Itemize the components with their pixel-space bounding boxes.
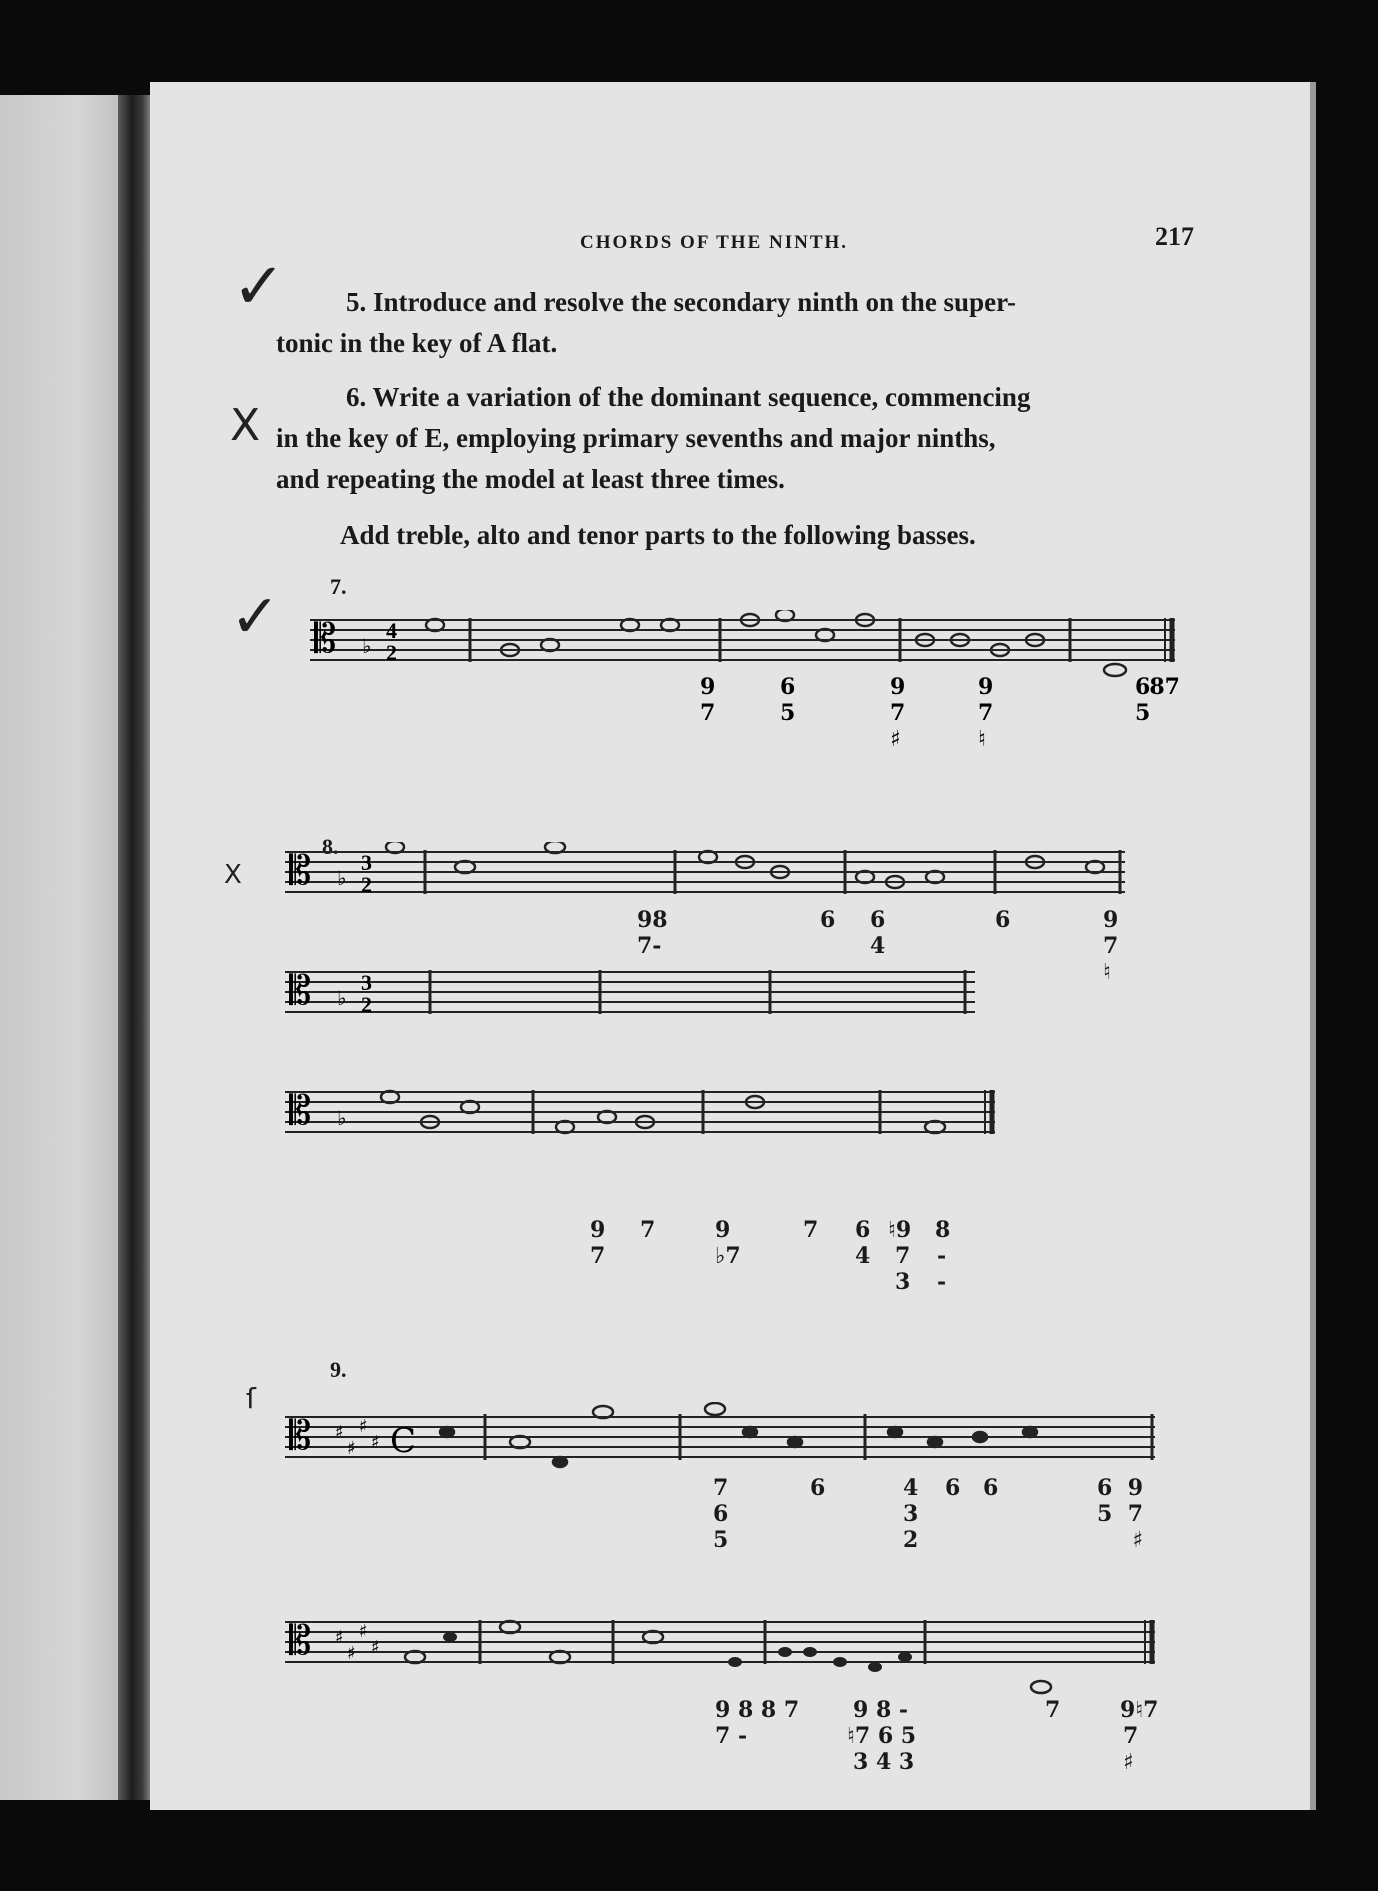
exercise-5-text: 5. Introduce and resolve the secondary ninth on the super- tonic in the key of A flat. <box>276 287 1017 358</box>
svg-text:4: 4 <box>903 1475 919 1501</box>
time-sig-common: C <box>390 1421 417 1461</box>
svg-text:♭: ♭ <box>337 866 347 890</box>
svg-text:6: 6 <box>945 1475 961 1501</box>
svg-text:7: 7 <box>713 1475 729 1501</box>
svg-text:7: 7 <box>700 700 716 726</box>
svg-text:♯: ♯ <box>359 1621 368 1642</box>
svg-text:6: 6 <box>713 1501 729 1527</box>
svg-text:9♮7: 9♮7 <box>1120 1697 1159 1723</box>
basses-instruction: Add treble, alto and tenor parts to the following basses. <box>340 520 976 550</box>
svg-text:87: 87 <box>1149 674 1180 700</box>
svg-text:4: 4 <box>855 1243 871 1269</box>
svg-text:6: 6 <box>780 674 796 700</box>
exercise-8-line-2 <box>285 1152 1005 1322</box>
svg-text:♭: ♭ <box>337 1106 347 1130</box>
svg-text:6: 6 <box>855 1217 871 1243</box>
svg-text:6: 6 <box>870 907 886 933</box>
svg-text:𝄡: 𝄡 <box>289 848 312 894</box>
exercise-9-label: 9. <box>330 1357 347 1382</box>
svg-text:3: 3 <box>903 1501 919 1527</box>
svg-text:9: 9 <box>978 674 994 700</box>
svg-text:♭7: ♭7 <box>715 1243 741 1269</box>
exercise-9-line-2 <box>285 1612 1165 1792</box>
svg-text:♯: ♯ <box>371 1432 380 1453</box>
svg-text:9: 9 <box>715 1217 731 1243</box>
cross-mark-icon: X <box>224 860 242 890</box>
svg-text:♮: ♮ <box>1103 959 1111 985</box>
svg-text:7 -: 7 - <box>715 1723 748 1749</box>
svg-text:7: 7 <box>978 700 994 726</box>
svg-text:♯: ♯ <box>1132 1527 1143 1553</box>
svg-text:6: 6 <box>1135 674 1151 700</box>
time-sig-top: 3 <box>361 970 372 995</box>
svg-text:𝄡: 𝄡 <box>314 616 337 662</box>
svg-text:98: 98 <box>637 907 668 933</box>
svg-text:♯: ♯ <box>359 1416 368 1437</box>
svg-text:9: 9 <box>590 1217 606 1243</box>
exercise-8-line-2-staff <box>285 1082 1005 1152</box>
svg-text:9 8 8 7: 9 8 8 7 <box>715 1697 800 1723</box>
svg-text:7: 7 <box>890 700 906 726</box>
svg-text:6: 6 <box>810 1475 826 1501</box>
svg-text:7: 7 <box>590 1243 606 1269</box>
svg-text:♯: ♯ <box>347 1643 356 1664</box>
running-head: CHORDS OF THE NINTH. <box>580 232 849 253</box>
svg-text:5: 5 <box>713 1527 729 1553</box>
svg-text:𝄡: 𝄡 <box>289 968 312 1014</box>
svg-text:9: 9 <box>1103 907 1119 933</box>
svg-text:𝄡: 𝄡 <box>289 1413 312 1459</box>
svg-text:7: 7 <box>640 1217 656 1243</box>
svg-text:𝄡: 𝄡 <box>289 1088 312 1134</box>
cross-mark-icon: X <box>230 400 261 451</box>
time-sig-bottom: 2 <box>361 992 372 1017</box>
svg-text:3: 3 <box>895 1269 911 1295</box>
svg-text:3 4 3: 3 4 3 <box>853 1749 915 1775</box>
svg-text:♯: ♯ <box>335 1422 344 1443</box>
svg-text:-: - <box>937 1243 947 1269</box>
svg-text:5: 5 <box>1135 700 1151 726</box>
time-sig-top: 4 <box>386 618 397 643</box>
svg-text:7: 7 <box>895 1243 911 1269</box>
svg-text:♮: ♮ <box>978 726 986 752</box>
svg-text:7: 7 <box>1127 1501 1143 1527</box>
facing-page-edge <box>0 95 128 1800</box>
svg-text:♮7 6 5: ♮7 6 5 <box>847 1723 917 1749</box>
svg-text:♯: ♯ <box>335 1627 344 1648</box>
svg-text:𝄡: 𝄡 <box>289 1618 312 1664</box>
svg-text:7-: 7- <box>637 933 662 959</box>
svg-text:9: 9 <box>700 674 716 700</box>
exercise-8-label: 8. <box>322 834 339 859</box>
check-mark-icon: ✓ <box>232 250 286 324</box>
page-number: 217 <box>1155 222 1194 251</box>
svg-text:9 8 -: 9 8 - <box>853 1697 909 1723</box>
svg-text:♯: ♯ <box>1123 1749 1134 1775</box>
svg-text:7: 7 <box>1045 1697 1061 1723</box>
svg-text:2: 2 <box>903 1527 919 1553</box>
svg-text:6: 6 <box>820 907 836 933</box>
svg-text:2: 2 <box>361 872 372 897</box>
svg-text:9: 9 <box>1127 1475 1143 1501</box>
book-page <box>150 82 1316 1810</box>
exercise-6-text: 6. Write a variation of the dominant sequence, commencing in the key of E, employing primary sevenths and major ninths, and repeating the model at least three times. <box>276 382 1031 494</box>
time-sig-bottom: 2 <box>386 640 397 665</box>
svg-text:4: 4 <box>870 933 886 959</box>
svg-text:7: 7 <box>803 1217 819 1243</box>
pencil-bracket-icon: ſ <box>246 1382 256 1415</box>
svg-text:-: - <box>937 1269 947 1295</box>
svg-text:7: 7 <box>1103 933 1119 959</box>
svg-text:♯: ♯ <box>371 1637 380 1658</box>
svg-text:9: 9 <box>890 674 906 700</box>
exercise-7-label: 7. <box>330 574 347 599</box>
svg-text:3: 3 <box>361 850 372 875</box>
svg-text:6: 6 <box>983 1475 999 1501</box>
svg-text:7: 7 <box>1123 1723 1139 1749</box>
exercise-9-line-1 <box>285 1402 1165 1572</box>
svg-text:♯: ♯ <box>890 726 901 752</box>
svg-text:6: 6 <box>1097 1475 1113 1501</box>
svg-text:♮9: ♮9 <box>888 1217 912 1243</box>
svg-text:5: 5 <box>780 700 796 726</box>
svg-text:♭: ♭ <box>362 634 372 658</box>
svg-text:8: 8 <box>935 1217 951 1243</box>
svg-text:♯: ♯ <box>347 1438 356 1459</box>
exercise-8-line-1 <box>275 842 1135 1012</box>
svg-text:5: 5 <box>1097 1501 1113 1527</box>
exercise-7-figures <box>310 672 1180 772</box>
check-mark-icon: ✓ <box>230 582 281 652</box>
svg-text:♭: ♭ <box>337 986 347 1010</box>
svg-text:6: 6 <box>995 907 1011 933</box>
